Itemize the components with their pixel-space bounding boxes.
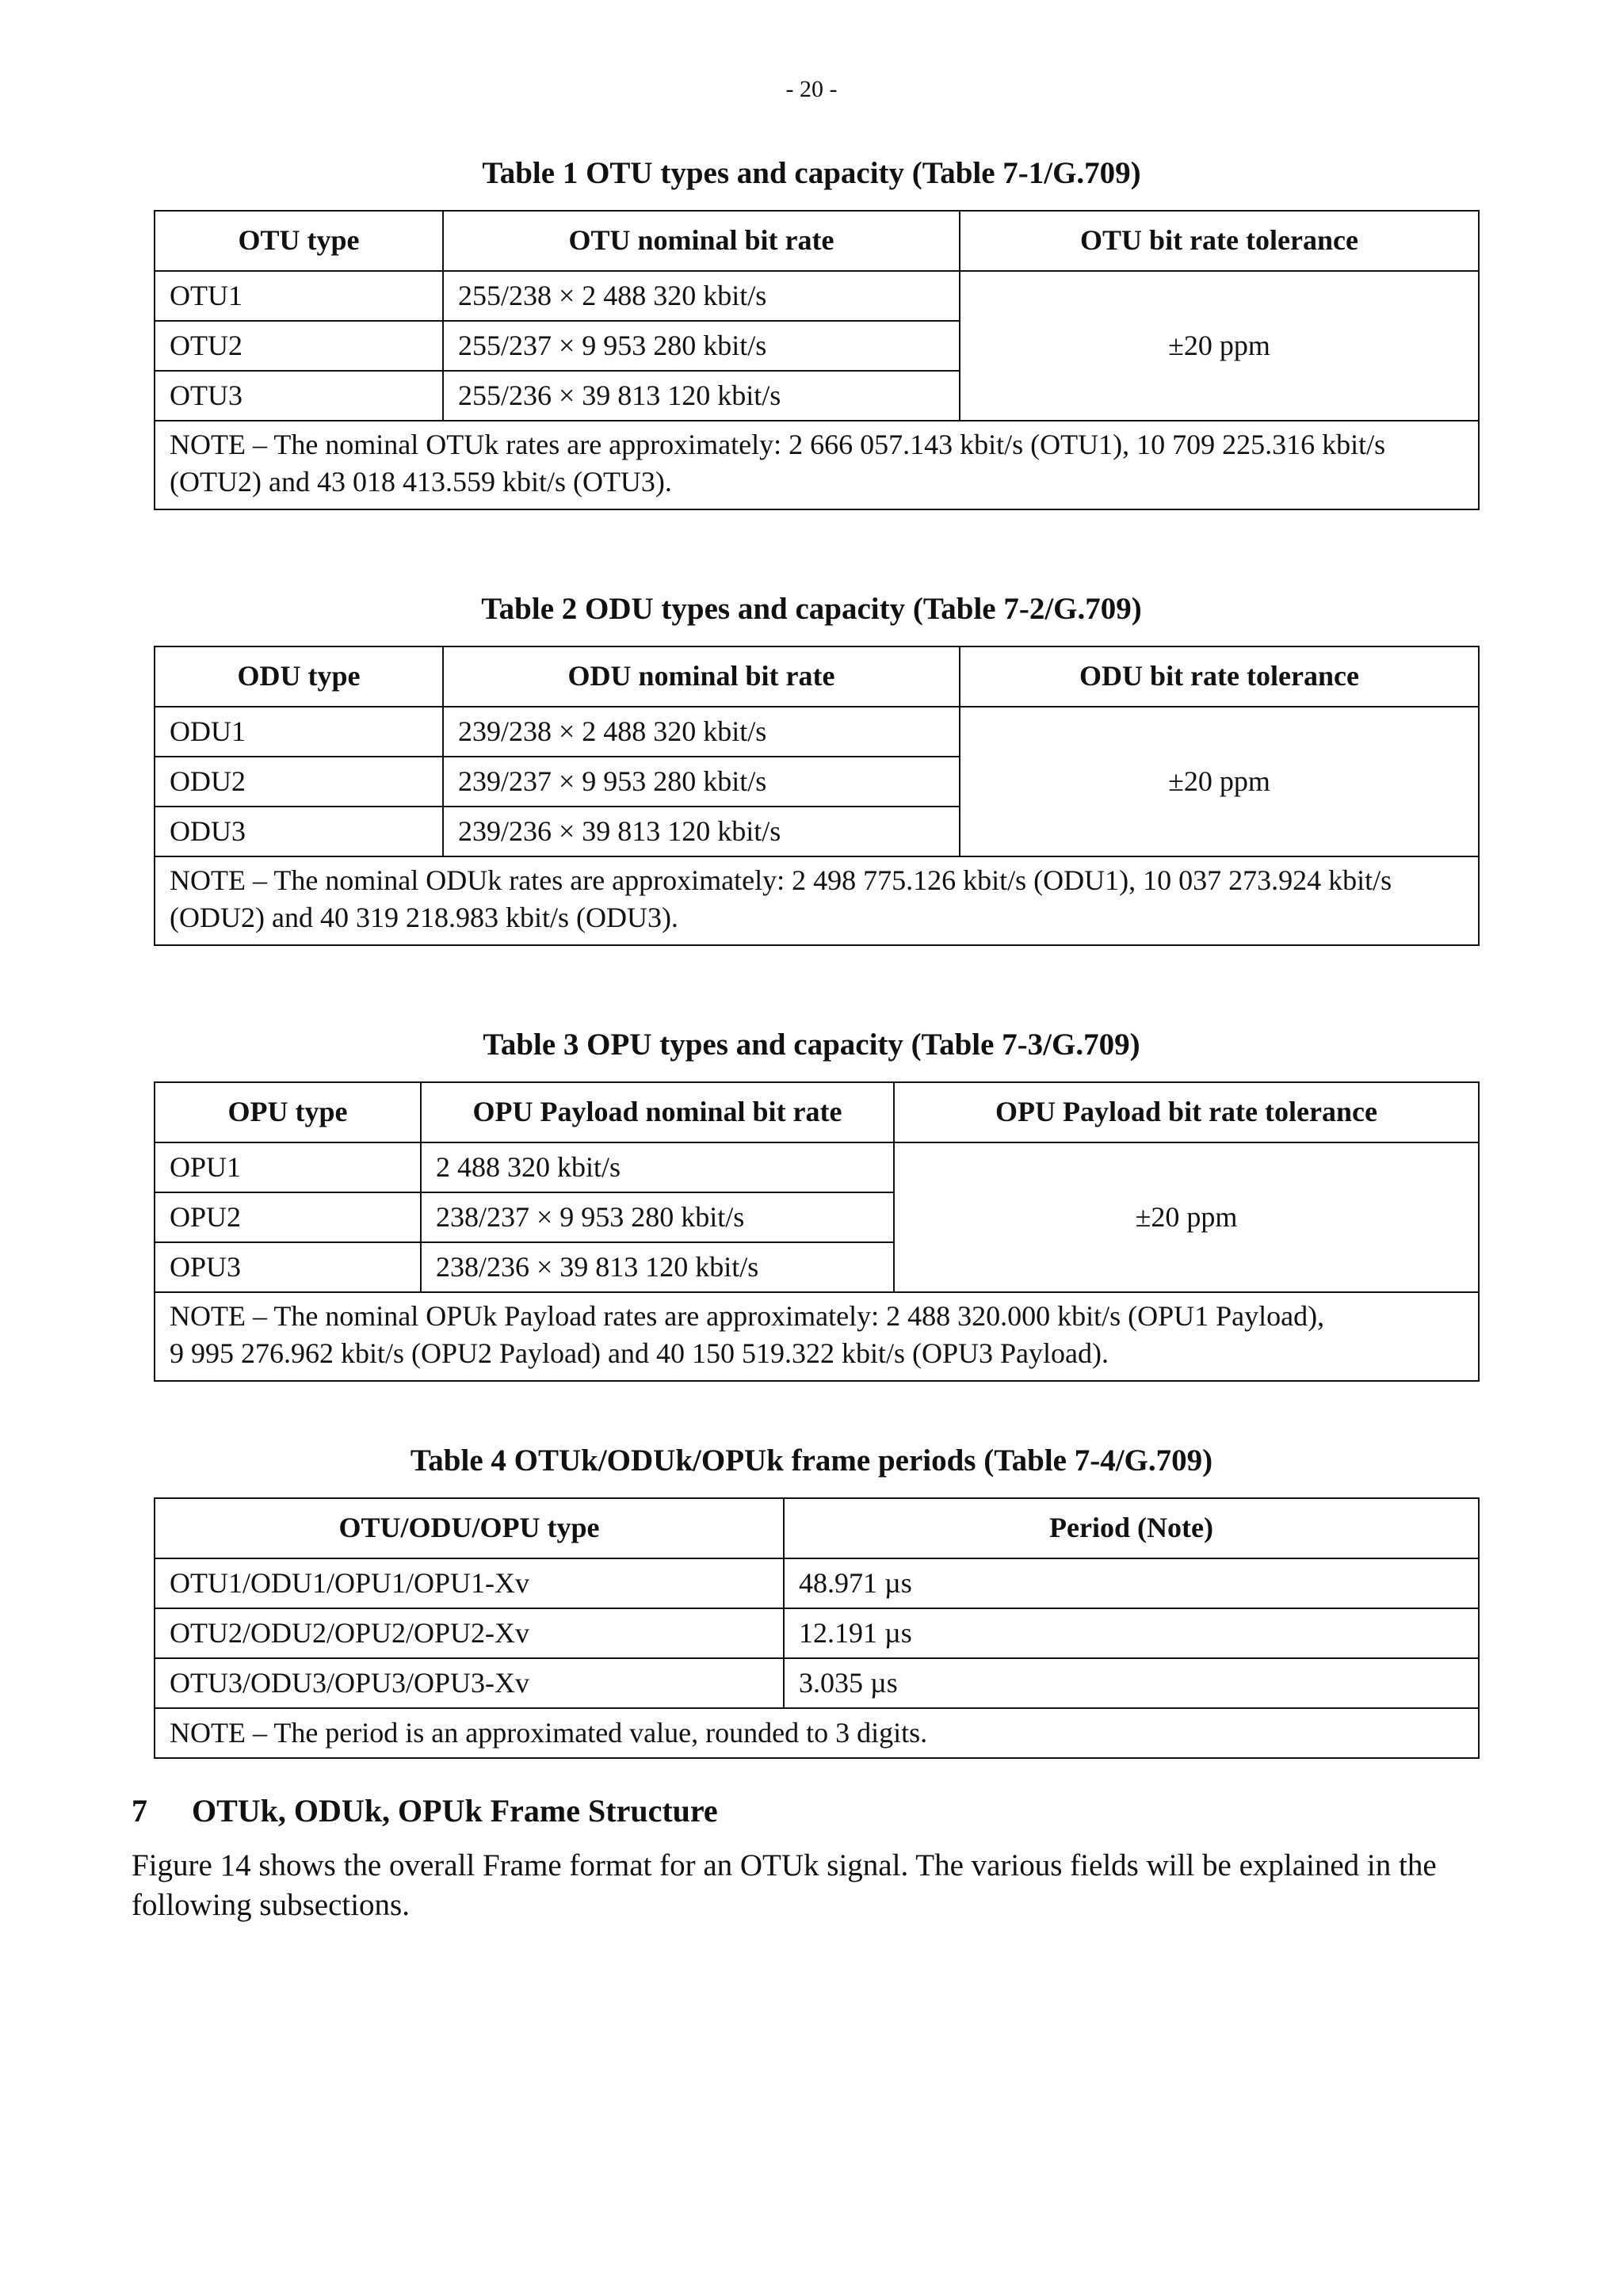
table-1-header-row — [155, 211, 1479, 271]
table-3-header-cell: OPU Payload bit rate tolerance — [894, 1082, 1479, 1142]
table-cell: OTU1/ODU1/OPU1/OPU1-Xv — [155, 1558, 784, 1608]
section-body-text: Figure 14 shows the overall Frame format for an OTUk signal. The various fields will be explained in the following subsections. — [132, 1848, 1437, 1922]
table-cell: 48.971 µs — [784, 1558, 1479, 1608]
table-2-header-cell: ODU bit rate tolerance — [960, 646, 1479, 707]
table-note-line: 9 995 276.962 kbit/s (OPU2 Payload) and 40 150 519.322 kbit/s (OPU3 Payload). — [170, 1337, 1109, 1369]
table-3-header-cell: OPU type — [155, 1082, 421, 1142]
table-cell: OPU3 — [155, 1242, 421, 1292]
table-cell: OTU1 — [155, 271, 443, 321]
table-note-row — [155, 1708, 1479, 1758]
table-2-header-row — [155, 646, 1479, 707]
table-cell: OTU3/ODU3/OPU3/OPU3-Xv — [155, 1658, 784, 1708]
table-1-title: Table 1 OTU types and capacity (Table 7-1/G.709) — [482, 156, 1141, 190]
table-cell: ODU2 — [155, 757, 443, 807]
table-row — [155, 1142, 1479, 1192]
table-4-header-cell: Period (Note) — [784, 1498, 1479, 1558]
table-4-header-cell: OTU/ODU/OPU type — [155, 1498, 784, 1558]
table-note-line: NOTE – The nominal OPUk Payload rates are approximately: 2 488 320.000 kbit/s (OPU1 Payload), — [170, 1300, 1325, 1332]
table-1-header-cell: OTU nominal bit rate — [443, 211, 960, 271]
table-3-title: Table 3 OPU types and capacity (Table 7-3/G.709) — [483, 1028, 1140, 1062]
table-cell: 2 488 320 kbit/s — [421, 1142, 894, 1192]
table-row — [155, 1658, 1479, 1708]
table-cell: ODU1 — [155, 707, 443, 757]
table-note: NOTE – The nominal OTUk rates are approximately: 2 666 057.143 kbit/s (OTU1), 10 709 225.316 kbit/s (OTU2) and 43 018 413.559 kbit/s (OTU3). — [155, 421, 1479, 509]
table-cell: 255/237 × 9 953 280 kbit/s — [443, 321, 960, 371]
section-heading — [132, 1792, 718, 1829]
table-3-header-cell: OPU Payload nominal bit rate — [421, 1082, 894, 1142]
tolerance-cell: ±20 ppm — [894, 1142, 1479, 1292]
table-1-header-cell: OTU type — [155, 211, 443, 271]
table-row — [155, 1558, 1479, 1608]
tolerance-cell: ±20 ppm — [960, 707, 1479, 856]
table-cell: 238/236 × 39 813 120 kbit/s — [421, 1242, 894, 1292]
table-cell: OPU1 — [155, 1142, 421, 1192]
table-1 — [154, 210, 1480, 510]
table-3 — [154, 1081, 1480, 1382]
table-1-header-cell: OTU bit rate tolerance — [960, 211, 1479, 271]
table-cell: 255/238 × 2 488 320 kbit/s — [443, 271, 960, 321]
table-cell: 12.191 µs — [784, 1608, 1479, 1658]
table-note — [155, 1292, 1479, 1381]
table-note: NOTE – The period is an approximated value, rounded to 3 digits. — [155, 1708, 1479, 1758]
table-cell: ODU3 — [155, 807, 443, 856]
table-cell: 239/236 × 39 813 120 kbit/s — [443, 807, 960, 856]
table-cell: OPU2 — [155, 1192, 421, 1242]
table-2-header-cell: ODU type — [155, 646, 443, 707]
table-cell: OTU3 — [155, 371, 443, 421]
table-2-header-cell: ODU nominal bit rate — [443, 646, 960, 707]
table-cell: 239/238 × 2 488 320 kbit/s — [443, 707, 960, 757]
table-2-title: Table 2 ODU types and capacity (Table 7-2/G.709) — [481, 592, 1142, 626]
table-cell: 3.035 µs — [784, 1658, 1479, 1708]
table-row — [155, 271, 1479, 321]
table-note-row — [155, 1292, 1479, 1381]
table-2 — [154, 646, 1480, 946]
table-3-header-row — [155, 1082, 1479, 1142]
table-cell: OTU2/ODU2/OPU2/OPU2-Xv — [155, 1608, 784, 1658]
table-4-header-row — [155, 1498, 1479, 1558]
table-note: NOTE – The nominal ODUk rates are approximately: 2 498 775.126 kbit/s (ODU1), 10 037 273.924 kbit/s (ODU2) and 40 319 218.983 kbit/s (ODU3). — [155, 856, 1479, 945]
table-cell: OTU2 — [155, 321, 443, 371]
table-note-row — [155, 856, 1479, 945]
table-cell: 238/237 × 9 953 280 kbit/s — [421, 1192, 894, 1242]
table-cell: 255/236 × 39 813 120 kbit/s — [443, 371, 960, 421]
tolerance-cell: ±20 ppm — [960, 271, 1479, 421]
table-4-title: Table 4 OTUk/ODUk/OPUk frame periods (Table 7-4/G.709) — [410, 1444, 1213, 1478]
table-row — [155, 707, 1479, 757]
table-note-row — [155, 421, 1479, 509]
section-title: OTUk, ODUk, OPUk Frame Structure — [192, 1793, 718, 1829]
page-number: - 20 - — [785, 76, 838, 102]
table-cell: 239/237 × 9 953 280 kbit/s — [443, 757, 960, 807]
table-row — [155, 1608, 1479, 1658]
table-4 — [154, 1497, 1480, 1759]
section-number: 7 — [132, 1793, 147, 1829]
